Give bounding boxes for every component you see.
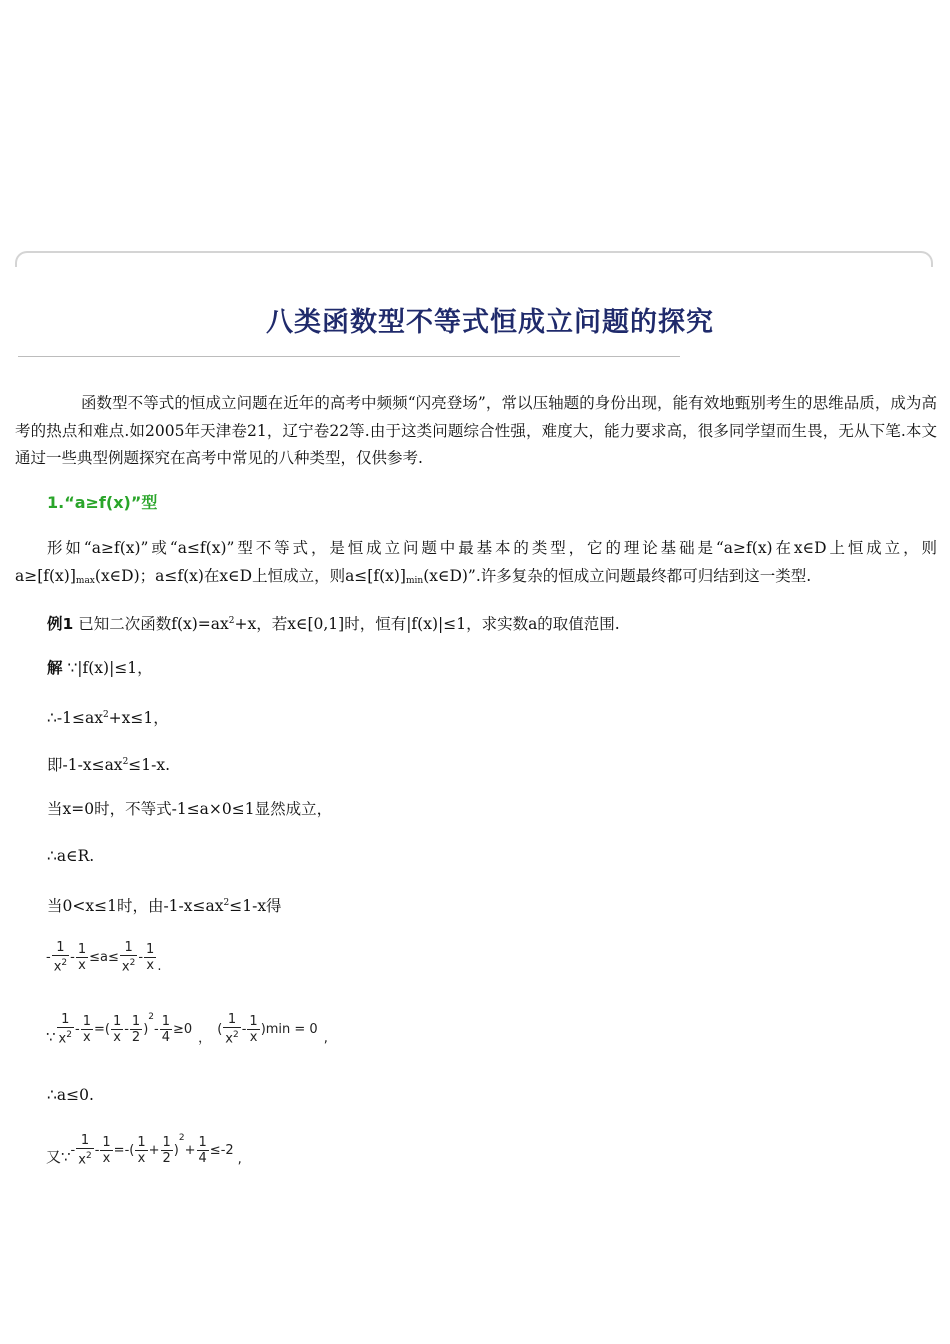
solution-line-6: 当0<x≤1时，由$-1-x\le ax^2\le 1-x$得 (47, 897, 282, 916)
section-heading-1: 1.“a≥f(x)”型 (47, 493, 158, 512)
formula-because-line: ∵ $\frac{1}{x^2}$ - $\frac{1}{x}$ =( $\frac{1}{x}$ - $\frac{1}{2}$ ) $^2$ - $\frac{1}{4}$ ≥0 ， ( $\frac{1}{x^2}$ - $\frac{1}{x}$ )min = 0 , (46, 1012, 328, 1047)
solution-line-5: ∴a∈R. (47, 847, 95, 865)
type-paragraph: 形如“a≥f(x)”或“a≤f(x)”型不等式，是恒成立问题中最基本的类型，它的理论基础是“a≥f(x)在x∈D上恒成立，则$a\ge[f(x)]_{max}(x\in D)$；a≤f(x)在x∈D上恒成立，则$a\le[f(x)]_{min}(x\in D)$”.许多复杂的恒成立问题最终都可归结到这一类型. (15, 539, 937, 586)
formula-inequality-1: - $\frac{1}{x^2}$ - $\frac{1}{x}$ ≤a≤ $\frac{1}{x^2}$ - $\frac{1}{x}$ . (46, 940, 162, 975)
solution-line-4: 当x=0时，不等式-1≤a×0≤1显然成立， (47, 800, 333, 818)
example-1: 例1 已知二次函数$f(x)=ax^2+x$，若x∈[0,1]时，恒有|f(x)|≤1，求实数a的取值范围. (47, 615, 620, 634)
solution-line-2: $\therefore-1\le ax^2+x\le 1$， (47, 709, 169, 728)
content-frame (15, 251, 933, 267)
solution-line-1: 解 ∵|f(x)|≤1， (47, 659, 153, 677)
solution-line-7: ∴a≤0. (47, 1086, 94, 1104)
intro-paragraph: 函数型不等式的恒成立问题在近年的高考中频频“闪亮登场”，常以压轴题的身份出现，能有效地甄别考生的思维品质，成为高考的热点和难点.如2005年天津卷21，辽宁卷22等.由于这类问题综合性强，难度大，能力要求高，很多同学望而生畏，无从下笔.本文通过一些典型例题探究在高考中常见的八种类型，仅供参考. (15, 394, 937, 467)
title-divider (18, 356, 680, 357)
page-title: 八类函数型不等式恒成立问题的探究 (266, 307, 714, 338)
formula-also-line: 又∵ - $\frac{1}{x^2}$ - $\frac{1}{x}$ =-( $\frac{1}{x}$ + $\frac{1}{2}$ ) $^2$ + $\frac{1}{4}$ ≤-2 , (46, 1133, 242, 1168)
solution-line-3: 即$-1-x\le ax^2\le 1-x$. (47, 756, 171, 775)
